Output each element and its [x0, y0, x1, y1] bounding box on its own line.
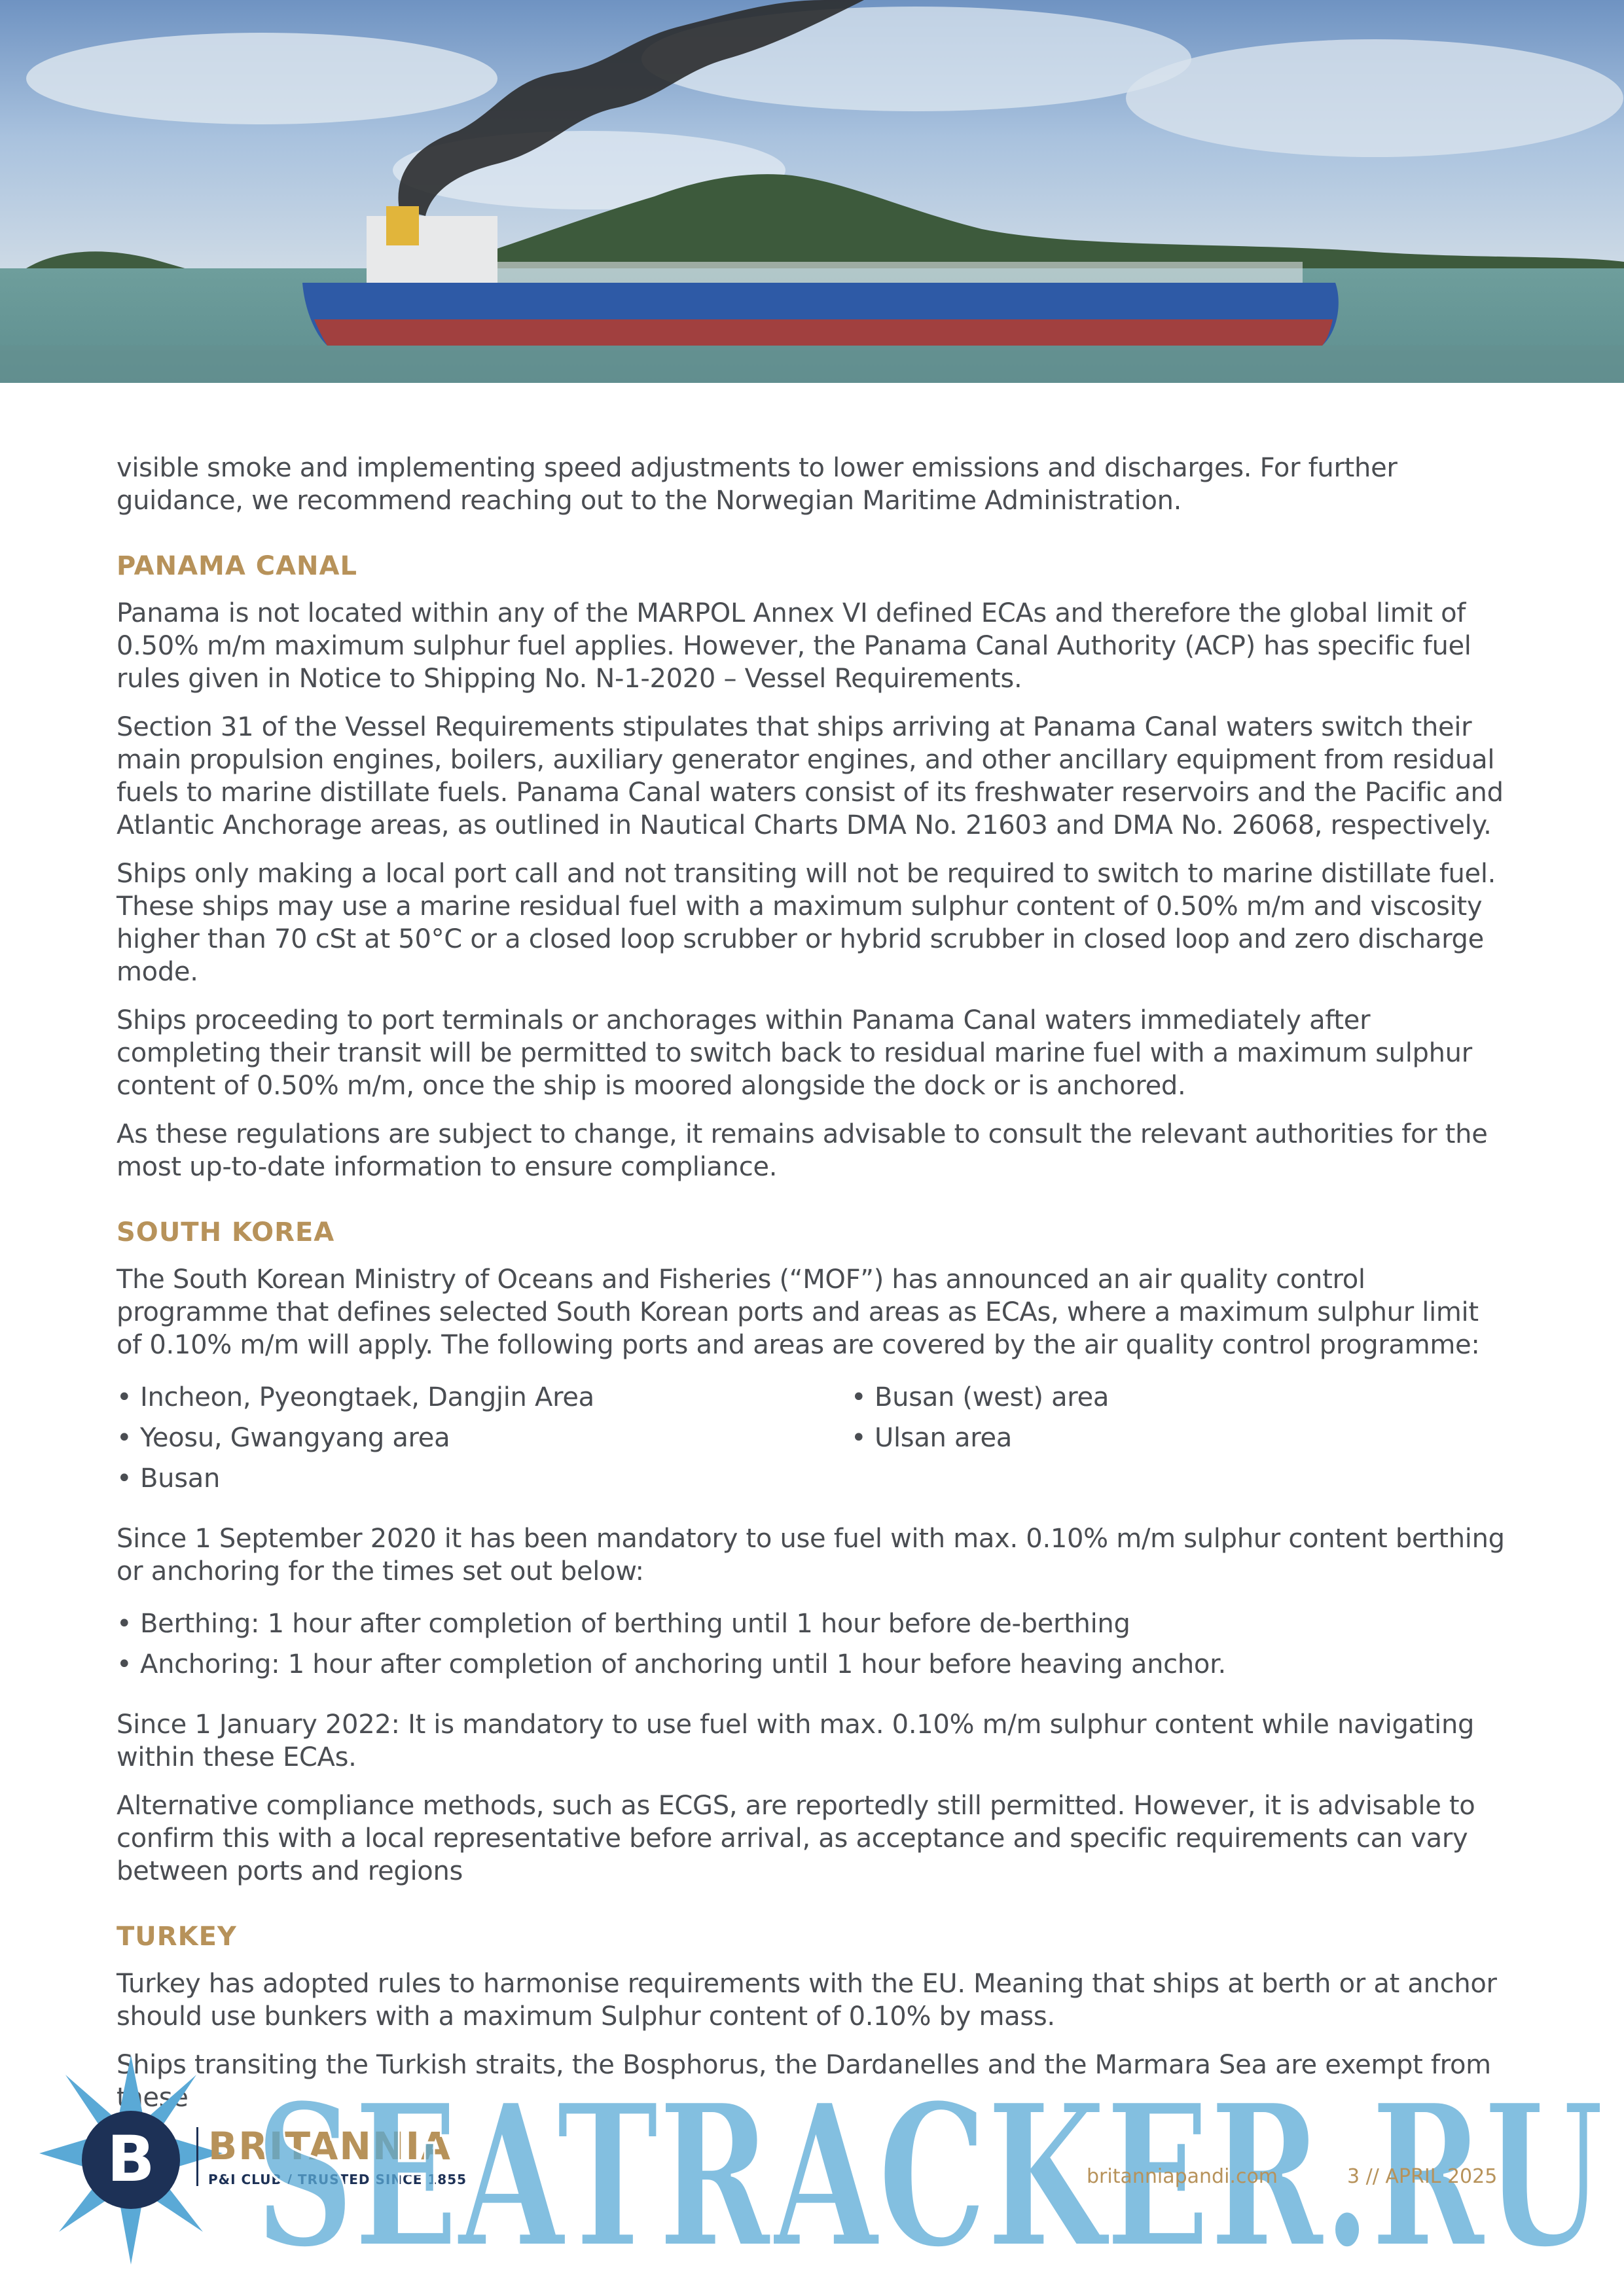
korea-ports-right	[851, 1377, 1506, 1499]
britannia-logo-icon	[39, 2055, 223, 2265]
korea-ports-list	[117, 1377, 1511, 1499]
list-item: • Berthing: 1 hour after completion of berthing until 1 hour before de-berthing	[117, 1604, 1511, 1644]
list-item: • Yeosu, Gwangyang area	[117, 1418, 851, 1458]
korea-paragraph-3: Since 1 January 2022: It is mandatory to use fuel with max. 0.10% m/m sulphur content while navigating within these ECAs.	[117, 1710, 1475, 1772]
list-item: • Anchoring: 1 hour after completion of anchoring until 1 hour before heaving anchor.	[117, 1644, 1511, 1685]
article-body	[117, 452, 1511, 2130]
list-item: • Busan (west) area	[851, 1377, 1506, 1418]
korea-paragraph-4: Alternative compliance methods, such as ECGS, are reportedly still permitted. However, it is advisable to confirm this with a local representative before arrival, as acceptance and specific requirements can vary between ports and regions	[117, 1791, 1475, 1886]
turkey-paragraph-1: Turkey has adopted rules to harmonise requirements with the EU. Meaning that ships at berth or at anchor should use bunkers with a maximum Sulphur content of 0.10% by mass.	[117, 1969, 1497, 2032]
heading-panama-canal: PANAMA CANAL	[117, 551, 357, 581]
page-separator: //	[1365, 2165, 1379, 2188]
heading-south-korea: SOUTH KOREA	[117, 1217, 335, 1247]
watermark-text: SEATRACKER.RU	[255, 2068, 1604, 2284]
hero-ship-photo	[0, 0, 1624, 383]
brand-tagline: P&I CLUB / TRUSTED SINCE 1855	[208, 2172, 467, 2187]
page-info	[1347, 2165, 1497, 2188]
panama-paragraph-1: Panama is not located within any of the MARPOL Annex VI defined ECAs and therefore the global limit of 0.50% m/m maximum sulphur fuel applies. However, the Panama Canal Authority (ACP) has specific fuel rules given in Notice to Shipping No. N-1-2020 – Vessel Requirements.	[117, 598, 1471, 694]
intro-paragraph: visible smoke and implementing speed adjustments to lower emissions and discharges. For further guidance, we recommend reaching out to the Norwegian Maritime Administration.	[117, 453, 1398, 516]
panama-paragraph-2: Section 31 of the Vessel Requirements stipulates that ships arriving at Panama Canal waters switch their main propulsion engines, boilers, auxiliary generator engines, and other ancillary equipment from residual fuels to marine distillate fuels. Panama Canal waters consist of its freshwater reservoirs and the Pacific and Atlantic Anchorage areas, as outlined in Nautical Charts DMA No. 21603 and DMA No. 26068, respectively.	[117, 712, 1504, 840]
korea-times-list	[117, 1604, 1511, 1685]
heading-turkey: TURKEY	[117, 1922, 237, 1952]
korea-ports-left	[117, 1377, 851, 1499]
page-footer	[0, 2029, 1624, 2296]
logo-divider	[196, 2127, 198, 2186]
korea-paragraph-1: The South Korean Ministry of Oceans and Fisheries (“MOF”) has announced an air quality control programme that defines selected South Korean ports and areas as ECAs, where a maximum sulphur limit of 0.10% m/m will apply. The following ports and areas are covered by the air quality control programme:	[117, 1265, 1480, 1360]
list-item: • Ulsan area	[851, 1418, 1506, 1458]
website-link[interactable]: britanniapandi.com	[1087, 2165, 1278, 2188]
panama-paragraph-5: As these regulations are subject to change, it remains advisable to consult the relevant authorities for the most up-to-date information to ensure compliance.	[117, 1119, 1488, 1182]
list-item: • Incheon, Pyeongtaek, Dangjin Area	[117, 1377, 851, 1418]
svg-text:B: B	[107, 2123, 155, 2196]
panama-paragraph-4: Ships proceeding to port terminals or anchorages within Panama Canal waters immediately after completing their transit will be permitted to switch back to residual marine fuel with a maximum sulphur content of 0.50% m/m, once the ship is moored alongside the dock or is anchored.	[117, 1005, 1472, 1101]
issue-date: APRIL 2025	[1385, 2165, 1498, 2188]
korea-paragraph-2: Since 1 September 2020 it has been mandatory to use fuel with max. 0.10% m/m sulphur content berthing or anchoring for the times set out below:	[117, 1524, 1505, 1587]
list-item: • Busan	[117, 1458, 851, 1499]
turkey-paragraph-2: Ships transiting the Turkish straits, the Bosphorus, the Dardanelles and the Marmara Sea are exempt from these	[117, 2050, 1491, 2113]
brand-name: BRITANNIA	[208, 2124, 452, 2168]
panama-paragraph-3: Ships only making a local port call and not transiting will not be required to switch to marine distillate fuel. These ships may use a marine residual fuel with a maximum sulphur content of 0.50% m/m and viscosity higher than 70 cSt at 50°C or a closed loop scrubber or hybrid scrubber in closed loop and zero discharge mode.	[117, 859, 1496, 987]
page-number: 3	[1347, 2165, 1360, 2188]
